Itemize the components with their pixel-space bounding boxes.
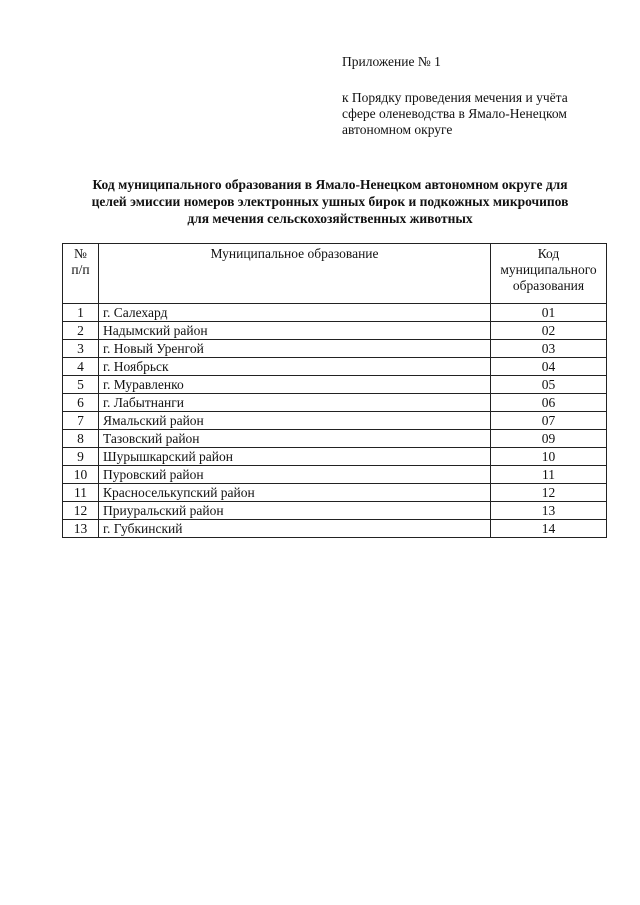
table-body	[63, 304, 607, 538]
row-municipality: Тазовский район	[99, 430, 491, 448]
row-municipality: г. Муравленко	[99, 376, 491, 394]
table-row	[63, 484, 607, 502]
row-code: 10	[491, 448, 607, 466]
row-municipality: г. Губкинский	[99, 520, 491, 538]
row-code: 14	[491, 520, 607, 538]
header-municipality: Муниципальное образование	[99, 244, 491, 304]
row-code: 04	[491, 358, 607, 376]
table-row	[63, 304, 607, 322]
row-number: 9	[63, 448, 99, 466]
row-number: 6	[63, 394, 99, 412]
row-municipality: Ямальский район	[99, 412, 491, 430]
municipal-codes-table	[62, 243, 607, 538]
row-code: 12	[491, 484, 607, 502]
table-row	[63, 358, 607, 376]
header-code: Код муниципального образования	[491, 244, 607, 304]
row-number: 2	[63, 322, 99, 340]
row-number: 8	[63, 430, 99, 448]
row-number: 1	[63, 304, 99, 322]
table-row	[63, 376, 607, 394]
row-municipality: г. Салехард	[99, 304, 491, 322]
row-number: 12	[63, 502, 99, 520]
row-number: 10	[63, 466, 99, 484]
table-row	[63, 430, 607, 448]
table-row	[63, 466, 607, 484]
row-code: 02	[491, 322, 607, 340]
table-row	[63, 340, 607, 358]
document-title: Код муниципального образования в Ямало-Ненецком автономном округе для целей эмиссии номеров электронных ушных бирок и подкожных микрочипов для мечения сельскохозяйственных животных	[91, 177, 569, 226]
row-code: 07	[491, 412, 607, 430]
table-row	[63, 502, 607, 520]
row-number: 5	[63, 376, 99, 394]
appendix-reference: к Порядку проведения мечения и учёта сфере оленеводства в Ямало-Ненецком автономном округе	[342, 90, 568, 137]
row-code: 09	[491, 430, 607, 448]
table-row	[63, 322, 607, 340]
row-code: 05	[491, 376, 607, 394]
row-municipality: Красноселькупский район	[99, 484, 491, 502]
row-municipality: г. Лабытнанги	[99, 394, 491, 412]
row-municipality: г. Ноябрьск	[99, 358, 491, 376]
table-header-row	[63, 244, 607, 304]
row-code: 03	[491, 340, 607, 358]
table-row	[63, 394, 607, 412]
table-row	[63, 520, 607, 538]
appendix-number: Приложение № 1	[342, 54, 441, 69]
row-code: 11	[491, 466, 607, 484]
row-number: 11	[63, 484, 99, 502]
table-row	[63, 448, 607, 466]
appendix-block	[342, 54, 622, 138]
row-number: 3	[63, 340, 99, 358]
row-municipality: г. Новый Уренгой	[99, 340, 491, 358]
row-municipality: Пуровский район	[99, 466, 491, 484]
row-number: 13	[63, 520, 99, 538]
row-code: 01	[491, 304, 607, 322]
row-code: 13	[491, 502, 607, 520]
row-municipality: Надымский район	[99, 322, 491, 340]
row-municipality: Приуральский район	[99, 502, 491, 520]
header-number: № п/п	[63, 244, 99, 304]
row-code: 06	[491, 394, 607, 412]
row-number: 4	[63, 358, 99, 376]
row-number: 7	[63, 412, 99, 430]
row-municipality: Шурышкарский район	[99, 448, 491, 466]
table-row	[63, 412, 607, 430]
